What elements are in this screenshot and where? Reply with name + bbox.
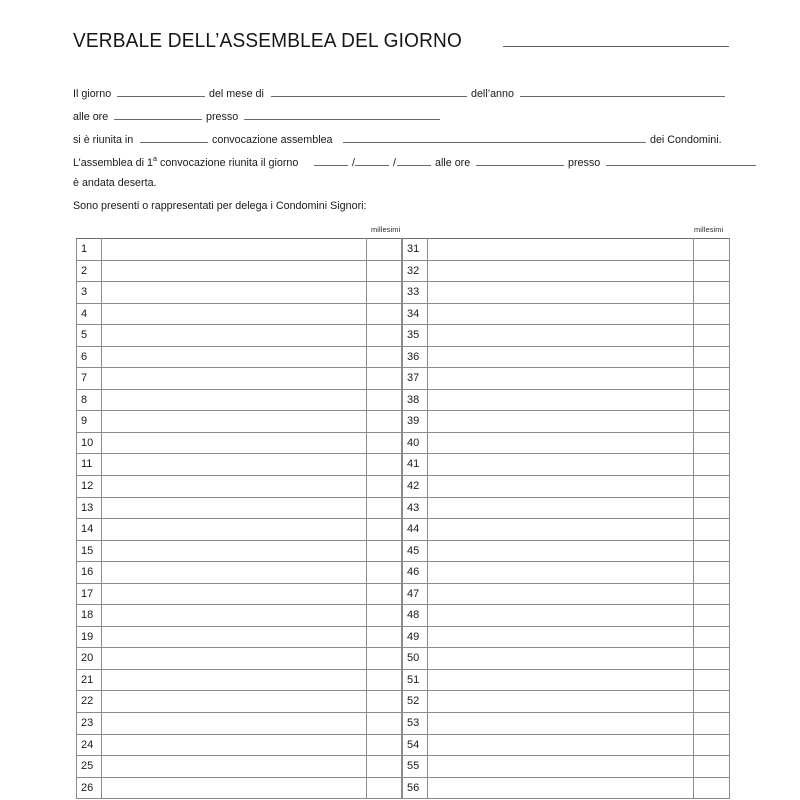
row-name-field-left[interactable] (102, 648, 367, 670)
table-row (77, 756, 402, 778)
row-millesimi-field-left[interactable] (367, 540, 402, 562)
row-millesimi-field-right[interactable] (694, 605, 730, 627)
row-name-field-right[interactable] (428, 734, 694, 756)
line-date (73, 85, 729, 108)
row-name-field-right[interactable] (428, 239, 694, 261)
line-convocation-label-2: convocazione assemblea (212, 134, 333, 146)
attendees-rows-left (77, 239, 402, 799)
row-number-left: 16 (77, 562, 102, 584)
row-name-field-left[interactable] (102, 389, 367, 411)
row-name-field-left[interactable] (102, 346, 367, 368)
table-row (403, 346, 730, 368)
attendees-rows-right (403, 239, 730, 799)
row-millesimi-field-right[interactable] (694, 239, 730, 261)
row-millesimi-field-left[interactable] (367, 777, 402, 799)
line-convocation-fill-in-3[interactable] (343, 131, 645, 143)
line-convocation-label-0: si è riunita in (73, 134, 134, 146)
row-number-right: 53 (403, 713, 428, 735)
row-name-field-right[interactable] (428, 368, 694, 390)
row-number-right: 32 (403, 260, 428, 282)
row-number-left: 17 (77, 583, 102, 605)
row-millesimi-field-right[interactable] (694, 583, 730, 605)
row-millesimi-field-right[interactable] (694, 626, 730, 648)
row-millesimi-field-right[interactable] (694, 756, 730, 778)
table-row (403, 432, 730, 454)
row-name-field-right[interactable] (428, 626, 694, 648)
row-millesimi-field-right[interactable] (694, 346, 730, 368)
row-number-left: 23 (77, 713, 102, 735)
row-number-right: 44 (403, 519, 428, 541)
row-number-left: 24 (77, 734, 102, 756)
row-millesimi-field-right[interactable] (694, 282, 730, 304)
row-name-field-left[interactable] (102, 282, 367, 304)
line-deserted (73, 177, 729, 200)
row-name-field-left[interactable] (102, 325, 367, 347)
row-millesimi-field-left[interactable] (367, 626, 402, 648)
ordinal-superscript: a (152, 154, 157, 164)
row-millesimi-field-left[interactable] (367, 432, 402, 454)
row-name-field-right[interactable] (428, 562, 694, 584)
row-millesimi-field-right[interactable] (694, 303, 730, 325)
table-row (77, 605, 402, 627)
line-first-convocation-fill-in-7[interactable] (476, 154, 564, 166)
line-first-convocation-fill-in-5[interactable] (397, 154, 431, 166)
line-date-fill-in-3[interactable] (271, 85, 467, 97)
row-millesimi-field-right[interactable] (694, 777, 730, 799)
row-millesimi-field-right[interactable] (694, 454, 730, 476)
row-number-left: 22 (77, 691, 102, 713)
table-row (403, 605, 730, 627)
table-row (77, 325, 402, 347)
row-number-left: 25 (77, 756, 102, 778)
attendees-table-left (76, 238, 402, 799)
row-name-field-right[interactable] (428, 325, 694, 347)
row-name-field-right[interactable] (428, 476, 694, 498)
row-millesimi-field-left[interactable] (367, 454, 402, 476)
millesimi-caption-right: millesimi (694, 225, 724, 234)
row-name-field-right[interactable] (428, 519, 694, 541)
table-row (403, 476, 730, 498)
row-name-field-left[interactable] (102, 239, 367, 261)
row-number-right: 33 (403, 282, 428, 304)
table-row (403, 540, 730, 562)
table-row (77, 303, 402, 325)
table-row (77, 540, 402, 562)
line-date-fill-in-5[interactable] (520, 85, 725, 97)
table-row (403, 454, 730, 476)
row-name-field-right[interactable] (428, 669, 694, 691)
row-millesimi-field-left[interactable] (367, 669, 402, 691)
line-convocation-fill-in-1[interactable] (140, 131, 208, 143)
line-first-convocation-fill-in-1[interactable] (314, 154, 348, 166)
table-row (403, 411, 730, 433)
attendees-heading-text: Sono presenti o rappresentati per delega i Condomini Signori: (73, 200, 367, 212)
row-number-left: 13 (77, 497, 102, 519)
row-name-field-right[interactable] (428, 303, 694, 325)
row-number-left: 4 (77, 303, 102, 325)
row-millesimi-field-left[interactable] (367, 346, 402, 368)
row-number-right: 40 (403, 432, 428, 454)
line-first-convocation-label-0: L’assemblea di 1$^a$ convocazione riunita il giorno (73, 154, 299, 169)
row-millesimi-field-left[interactable] (367, 691, 402, 713)
row-number-left: 6 (77, 346, 102, 368)
row-number-left: 7 (77, 368, 102, 390)
row-number-left: 10 (77, 432, 102, 454)
row-millesimi-field-left[interactable] (367, 756, 402, 778)
attendees-table (76, 238, 724, 799)
row-name-field-left[interactable] (102, 691, 367, 713)
row-name-field-right[interactable] (428, 497, 694, 519)
row-name-field-right[interactable] (428, 282, 694, 304)
row-number-right: 39 (403, 411, 428, 433)
table-row (77, 713, 402, 735)
row-name-field-left[interactable] (102, 713, 367, 735)
row-millesimi-field-right[interactable] (694, 497, 730, 519)
line-time-place-fill-in-1[interactable] (114, 108, 202, 120)
line-first-convocation-label-4: / (393, 157, 397, 169)
row-millesimi-field-right[interactable] (694, 389, 730, 411)
row-name-field-left[interactable] (102, 669, 367, 691)
row-millesimi-field-left[interactable] (367, 368, 402, 390)
table-row (77, 260, 402, 282)
row-number-right: 41 (403, 454, 428, 476)
row-millesimi-field-left[interactable] (367, 605, 402, 627)
row-number-right: 31 (403, 239, 428, 261)
row-name-field-right[interactable] (428, 691, 694, 713)
table-row (403, 368, 730, 390)
row-millesimi-field-right[interactable] (694, 368, 730, 390)
line-date-label-2: del mese di (209, 88, 265, 100)
row-name-field-right[interactable] (428, 411, 694, 433)
table-row (77, 432, 402, 454)
table-row (403, 325, 730, 347)
row-millesimi-field-right[interactable] (694, 519, 730, 541)
row-millesimi-field-left[interactable] (367, 260, 402, 282)
row-millesimi-field-right[interactable] (694, 713, 730, 735)
row-number-left: 12 (77, 476, 102, 498)
row-name-field-right[interactable] (428, 432, 694, 454)
row-number-left: 18 (77, 605, 102, 627)
row-millesimi-field-left[interactable] (367, 562, 402, 584)
attendees-table-right (402, 238, 730, 799)
table-row (77, 583, 402, 605)
table-row (403, 583, 730, 605)
line-time-place-label-2: presso (206, 111, 239, 123)
table-row (77, 368, 402, 390)
line-first-convocation-label-8: presso (567, 157, 600, 169)
row-number-left: 3 (77, 282, 102, 304)
row-millesimi-field-right[interactable] (694, 562, 730, 584)
row-number-left: 11 (77, 454, 102, 476)
row-number-left: 8 (77, 389, 102, 411)
row-millesimi-field-right[interactable] (694, 476, 730, 498)
row-number-right: 55 (403, 756, 428, 778)
line-first-convocation-label-6: alle ore (434, 157, 470, 169)
row-name-field-right[interactable] (428, 756, 694, 778)
row-number-right: 46 (403, 562, 428, 584)
table-row (77, 519, 402, 541)
row-millesimi-field-left[interactable] (367, 239, 402, 261)
attendees-heading (73, 200, 382, 212)
table-row (77, 346, 402, 368)
table-row (77, 669, 402, 691)
row-name-field-right[interactable] (428, 346, 694, 368)
row-number-right: 37 (403, 368, 428, 390)
table-row (403, 691, 730, 713)
row-number-right: 52 (403, 691, 428, 713)
table-row (403, 303, 730, 325)
line-time-place-fill-in-3[interactable] (244, 108, 440, 120)
title-fill-in-rule[interactable] (503, 32, 729, 47)
row-name-field-right[interactable] (428, 583, 694, 605)
row-number-right: 56 (403, 777, 428, 799)
table-row (77, 562, 402, 584)
row-name-field-right[interactable] (428, 777, 694, 799)
line-first-convocation-fill-in-3[interactable] (355, 154, 389, 166)
row-number-left: 1 (77, 239, 102, 261)
table-row (77, 239, 402, 261)
row-millesimi-field-left[interactable] (367, 713, 402, 735)
row-number-left: 20 (77, 648, 102, 670)
row-number-left: 26 (77, 777, 102, 799)
row-millesimi-field-left[interactable] (367, 497, 402, 519)
row-name-field-left[interactable] (102, 454, 367, 476)
row-millesimi-field-right[interactable] (694, 260, 730, 282)
row-number-left: 19 (77, 626, 102, 648)
row-millesimi-field-right[interactable] (694, 432, 730, 454)
table-row (403, 519, 730, 541)
row-number-left: 14 (77, 519, 102, 541)
row-number-right: 51 (403, 669, 428, 691)
line-convocation-label-4: dei Condomini. (649, 134, 722, 146)
table-row (77, 626, 402, 648)
row-millesimi-field-left[interactable] (367, 303, 402, 325)
row-number-left: 21 (77, 669, 102, 691)
millesimi-caption-left: millesimi (371, 225, 401, 234)
page-title-text: VERBALE DELL’ASSEMBLEA DEL GIORNO (73, 29, 463, 52)
row-name-field-left[interactable] (102, 562, 367, 584)
row-millesimi-field-left[interactable] (367, 734, 402, 756)
table-row (403, 562, 730, 584)
row-millesimi-field-right[interactable] (694, 669, 730, 691)
row-name-field-left[interactable] (102, 540, 367, 562)
row-name-field-left[interactable] (102, 734, 367, 756)
row-number-right: 47 (403, 583, 428, 605)
line-first-convocation-label-2: / (352, 157, 356, 169)
row-millesimi-field-left[interactable] (367, 583, 402, 605)
row-number-right: 42 (403, 476, 428, 498)
row-millesimi-field-left[interactable] (367, 389, 402, 411)
row-number-left: 9 (77, 411, 102, 433)
row-number-right: 50 (403, 648, 428, 670)
row-name-field-left[interactable] (102, 260, 367, 282)
row-millesimi-field-left[interactable] (367, 476, 402, 498)
row-number-right: 45 (403, 540, 428, 562)
table-row (403, 669, 730, 691)
row-number-right: 36 (403, 346, 428, 368)
table-row (403, 648, 730, 670)
table-row (77, 411, 402, 433)
row-number-right: 43 (403, 497, 428, 519)
table-row (77, 648, 402, 670)
row-name-field-right[interactable] (428, 648, 694, 670)
table-row (77, 454, 402, 476)
row-number-right: 54 (403, 734, 428, 756)
page-title (73, 29, 729, 53)
row-millesimi-field-right[interactable] (694, 691, 730, 713)
row-name-field-right[interactable] (428, 260, 694, 282)
row-name-field-right[interactable] (428, 389, 694, 411)
table-row (77, 777, 402, 799)
table-row (403, 282, 730, 304)
table-row (403, 713, 730, 735)
row-name-field-left[interactable] (102, 303, 367, 325)
row-millesimi-field-right[interactable] (694, 648, 730, 670)
row-name-field-left[interactable] (102, 583, 367, 605)
table-row (403, 497, 730, 519)
row-name-field-right[interactable] (428, 713, 694, 735)
line-first-convocation (73, 154, 729, 177)
row-name-field-left[interactable] (102, 519, 367, 541)
table-row (403, 777, 730, 799)
table-row (77, 282, 402, 304)
row-name-field-right[interactable] (428, 454, 694, 476)
row-name-field-left[interactable] (102, 756, 367, 778)
row-name-field-left[interactable] (102, 411, 367, 433)
row-name-field-left[interactable] (102, 777, 367, 799)
table-row (77, 734, 402, 756)
table-row (403, 626, 730, 648)
line-date-label-0: Il giorno (73, 88, 112, 100)
row-number-right: 34 (403, 303, 428, 325)
row-millesimi-field-left[interactable] (367, 519, 402, 541)
row-number-right: 48 (403, 605, 428, 627)
row-name-field-left[interactable] (102, 605, 367, 627)
table-row (77, 389, 402, 411)
row-name-field-left[interactable] (102, 497, 367, 519)
row-millesimi-field-right[interactable] (694, 325, 730, 347)
row-number-left: 5 (77, 325, 102, 347)
row-millesimi-field-right[interactable] (694, 540, 730, 562)
table-row (77, 691, 402, 713)
line-time-place (73, 108, 729, 131)
table-row (403, 239, 730, 261)
table-row (77, 497, 402, 519)
row-number-right: 49 (403, 626, 428, 648)
row-name-field-right[interactable] (428, 540, 694, 562)
row-millesimi-field-right[interactable] (694, 734, 730, 756)
row-name-field-left[interactable] (102, 626, 367, 648)
row-millesimi-field-left[interactable] (367, 648, 402, 670)
line-convocation (73, 131, 729, 154)
row-number-left: 15 (77, 540, 102, 562)
row-name-field-left[interactable] (102, 368, 367, 390)
line-date-fill-in-1[interactable] (117, 85, 205, 97)
line-first-convocation-fill-in-9[interactable] (606, 154, 756, 166)
row-name-field-left[interactable] (102, 432, 367, 454)
row-millesimi-field-left[interactable] (367, 325, 402, 347)
row-number-left: 2 (77, 260, 102, 282)
row-number-right: 38 (403, 389, 428, 411)
row-millesimi-field-left[interactable] (367, 282, 402, 304)
line-time-place-label-0: alle ore (73, 111, 109, 123)
table-row (403, 389, 730, 411)
row-name-field-right[interactable] (428, 605, 694, 627)
table-row (403, 734, 730, 756)
form-lines (73, 85, 729, 200)
row-millesimi-field-right[interactable] (694, 411, 730, 433)
row-number-right: 35 (403, 325, 428, 347)
line-deserted-label-0: è andata deserta. (73, 177, 157, 189)
line-date-label-4: dell’anno (470, 88, 514, 100)
table-row (403, 756, 730, 778)
table-row (403, 260, 730, 282)
row-millesimi-field-left[interactable] (367, 411, 402, 433)
table-row (77, 476, 402, 498)
row-name-field-left[interactable] (102, 476, 367, 498)
